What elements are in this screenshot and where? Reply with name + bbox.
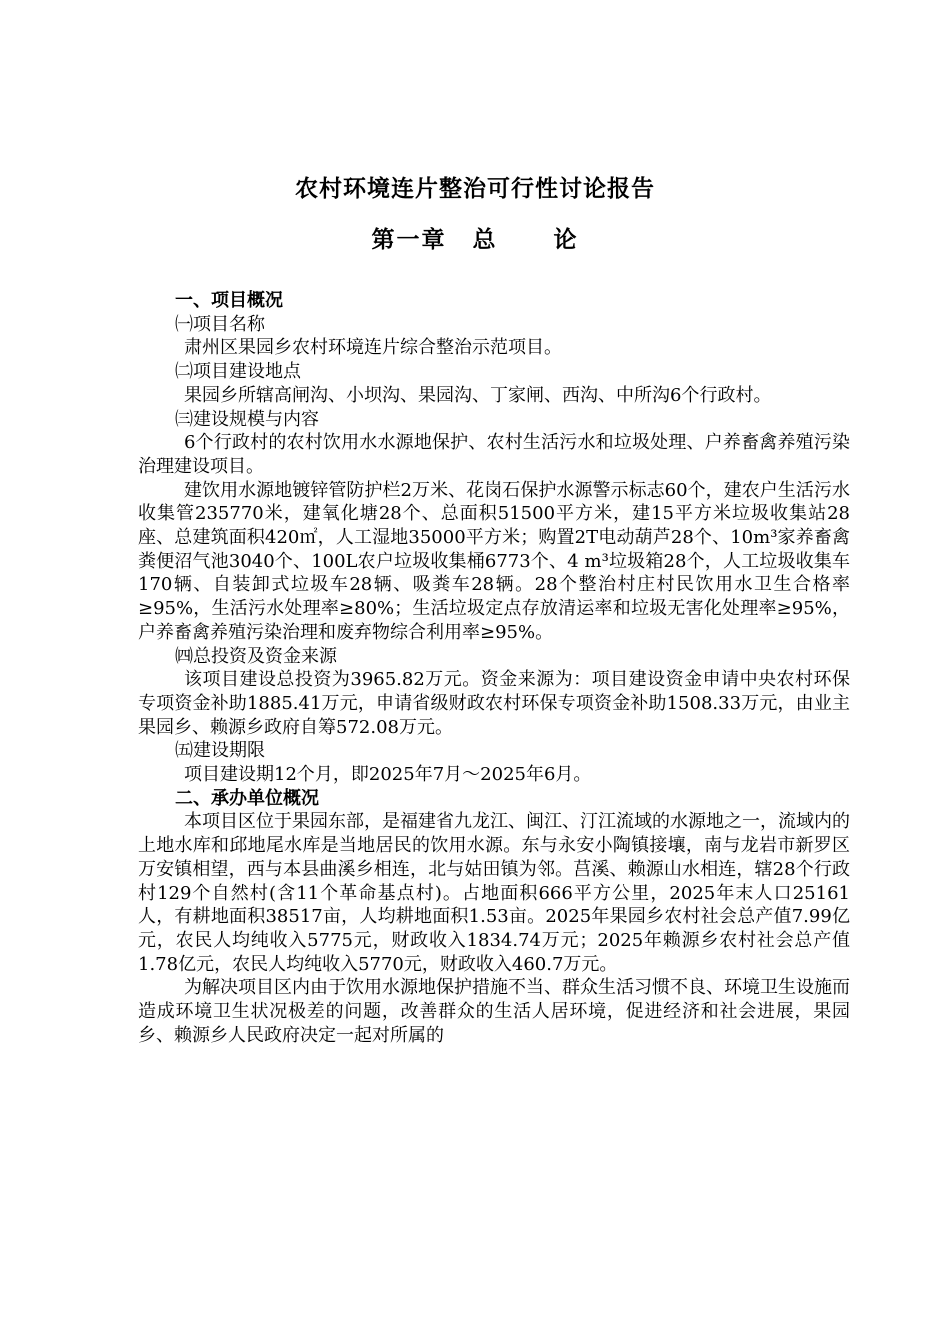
document-title: 农村环境连片整治可行性讨论报告	[295, 175, 655, 202]
paragraph: 肃州区果园乡农村环境连片综合整治示范项目。	[184, 337, 562, 359]
subsection-heading: ㈣总投资及资金来源	[175, 645, 337, 667]
subsection-heading: ㈡项目建设地点	[175, 361, 301, 383]
chapter-label: 第一章	[371, 226, 447, 253]
chapter-name-part2: 论	[553, 226, 579, 253]
document-body	[138, 289, 850, 1048]
paragraph: 果园乡所辖高闸沟、小坝沟、果园沟、丁家闸、西沟、中所沟6个行政村。	[184, 384, 772, 406]
paragraph: 该项目建设总投资为3965.82万元。资金来源为：项目建设资金申请中央农村环保专项资金补助1885.41万元，申请省级财政农村环保专项资金补助1508.33万元，由业主果园乡、赖源乡政府自筹572.08万元。	[138, 669, 850, 738]
paragraph: 建饮用水源地镀锌管防护栏2万米、花岗石保护水源警示标志60个，建农户生活污水收集管235770米，建氧化塘28个、总面积51500平方米，建15平方米垃圾收集站28座、总建筑面积420㎡，人工湿地35000平方米；购置2T电动葫芦28个、10m³家养畜禽粪便沼气池3040个、100L农户垃圾收集桶6773个、4 m³垃圾箱28个，人工垃圾收集车170辆、自装卸式垃圾车28辆、吸粪车28辆。28个整治村庄村民饮用水卫生合格率≥95%，生活污水处理率≥80%；生活垃圾定点存放清运率和垃圾无害化处理率≥95%，户养畜禽养殖污染治理和废弃物综合利用率≥95%。	[138, 479, 850, 643]
subsection-heading: ㈤建设期限	[175, 740, 265, 762]
paragraph: 本项目区位于果园东部，是福建省九龙江、闽江、汀江流域的水源地之一，流域内的上地水库和邱地尾水库是当地居民的饮用水源。东与永安小陶镇接壤，南与龙岩市新罗区万安镇相望，西与本县曲溪乡相连，北与姑田镇为邻。莒溪、赖源山水相连，辖28个行政村129个自然村(含11个革命基点村)。占地面积666平方公里，2025年末人口25161人，有耕地面积38517亩，人均耕地面积1.53亩。2025年果园乡农村社会总产值7.99亿元，农民人均纯收入5775元，财政收入1834.74万元；2025年赖源乡农村社会总产值1.78亿元，农民人均纯收入5770元，财政收入460.7万元。	[138, 811, 850, 975]
chapter-name-part1: 总	[472, 226, 498, 253]
paragraph: 6个行政村的农村饮用水水源地保护、农村生活污水和垃圾处理、户养畜禽养殖污染治理建设项目。	[138, 432, 850, 477]
section-heading: 二、承办单位概况	[175, 787, 319, 809]
section-heading: 一、项目概况	[175, 290, 283, 311]
subsection-heading: ㈠项目名称	[175, 313, 265, 335]
paragraph: 项目建设期12个月，即2025年7月～2025年6月。	[184, 764, 592, 786]
subsection-heading: ㈢建设规模与内容	[175, 408, 319, 430]
paragraph: 为解决项目区内由于饮用水源地保护措施不当、群众生活习惯不良、环境卫生设施而造成环境卫生状况极差的问题，改善群众的生活人居环境，促进经济和社会进展，果园乡、赖源乡人民政府决定一起对所属的	[138, 977, 850, 1046]
chapter-heading	[0, 221, 950, 254]
